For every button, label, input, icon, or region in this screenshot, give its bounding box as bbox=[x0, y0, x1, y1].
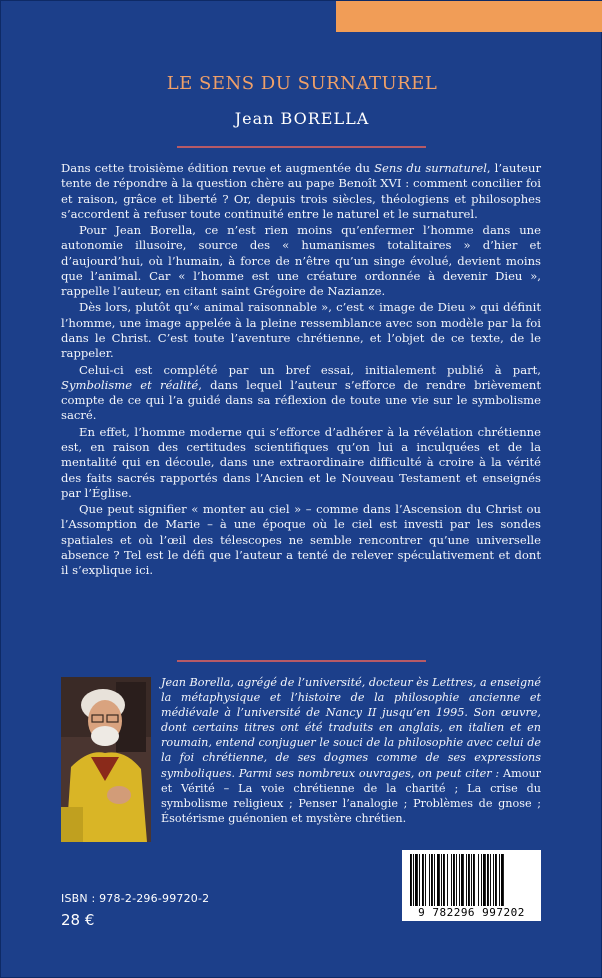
blurb-text: Pour Jean Borella, ce n’est rien moins qu’enfermer l’homme dans une autonomie illusoire, source des « humanismes totalitaires » d’hier et d’aujourd’hui, où l’humain, à force de n’être qu’un singe évolué, devient moins que l’animal. Car « l’homme est une créature ordonnée à devenir Dieu », rappelle l’auteur, en citant saint Grégoire de Nazianze. bbox=[61, 223, 541, 299]
book-title: LE SENS DU SURNATUREL bbox=[166, 73, 438, 94]
blurb-paragraph bbox=[61, 363, 541, 424]
divider-top bbox=[177, 146, 426, 148]
isbn-label: ISBN : 978-2-296-99720-2 bbox=[61, 892, 210, 905]
blurb-text: Dans cette troisième édition revue et augmentée du bbox=[61, 161, 375, 175]
barcode-bar bbox=[459, 854, 460, 906]
work-title: Symbolisme et réalité bbox=[61, 377, 199, 392]
barcode-bar bbox=[456, 854, 457, 906]
book-author: Jean BORELLA bbox=[234, 109, 370, 128]
author-photo bbox=[61, 677, 151, 842]
barcode-bar bbox=[419, 854, 420, 906]
barcode-bar bbox=[490, 854, 491, 906]
barcode-bar bbox=[468, 854, 470, 906]
barcode-bar bbox=[499, 854, 500, 906]
blurb-paragraph bbox=[61, 502, 541, 578]
author-works-list: Amour et Vérité – La voie chrétienne de la charité ; La crise du symbolisme religieux ; Penser l’analogie ; Problèmes de gnose ; Ésotérisme guénonien et mystère chrétien. bbox=[161, 766, 541, 825]
barcode-bar bbox=[453, 854, 455, 906]
barcode-bar bbox=[429, 854, 430, 906]
blurb-text: En effet, l’homme moderne qui s’efforce d’adhérer à la révélation chrétienne est, en raison des certitudes scientifiques qu’on lui a inculquées et de la mentalité qui en découle, dans une extraordinaire difficulté à croire à la vérité des faits sacrés rapportés dans l’Ancien et le Nouveau Testament et enseignés par l’Église. bbox=[61, 424, 541, 500]
barcode-bar bbox=[473, 854, 475, 906]
barcode-bar bbox=[481, 854, 482, 906]
blurb bbox=[61, 161, 541, 579]
barcode-bar bbox=[415, 854, 418, 906]
barcode-bar bbox=[437, 854, 440, 906]
barcode-bar bbox=[461, 854, 464, 906]
barcode-bar bbox=[410, 854, 412, 906]
divider-middle bbox=[177, 660, 426, 662]
accent-bar bbox=[336, 1, 602, 32]
barcode-bar bbox=[431, 854, 433, 906]
blurb-text: , l’auteur tente de répondre à la question chère au pape Benoît XVI : comment concilier foi et raison, grâce et liberté ? Or, depuis trois siècles, théologiens et philosophes s’accordent à refuser toute continuité entre le naturel et le surnaturel. bbox=[61, 161, 541, 221]
barcode-bar bbox=[471, 854, 472, 906]
blurb-paragraph bbox=[61, 300, 541, 361]
barcode-bar bbox=[443, 854, 445, 906]
author-portrait-image bbox=[61, 677, 151, 842]
blurb-text: Celui-ci est complété par un bref essai, initialement publié à part, bbox=[79, 362, 541, 377]
barcode-number: 9 782296 997202 bbox=[418, 906, 525, 919]
barcode-bar bbox=[501, 854, 504, 906]
blurb-text: Dès lors, plutôt qu’« animal raisonnable », c’est « image de Dieu » qui définit l’homme, une image appelée à la pleine ressemblance avec son modèle par la foi dans le Christ. C’est toute l’aventure chrétienne, et l’objet de ce texte, de le rappeler. bbox=[61, 300, 541, 361]
barcode-bar bbox=[434, 854, 435, 906]
barcode-bar bbox=[483, 854, 486, 906]
blurb-text: , dans lequel l’auteur s’efforce de rendre brièvement compte de ce qui l’a guidé dans sa réflexion de toute une vie sur le symbolisme sacré. bbox=[61, 377, 541, 423]
barcode-bar bbox=[422, 854, 424, 906]
barcode-bar bbox=[487, 854, 489, 906]
barcode-bar bbox=[495, 854, 497, 906]
barcode-bar bbox=[425, 854, 426, 906]
barcode-bar bbox=[466, 854, 467, 906]
barcode bbox=[402, 850, 541, 921]
work-title: Sens du surnaturel bbox=[374, 161, 487, 175]
blurb-paragraph bbox=[61, 425, 541, 501]
barcode-bar bbox=[441, 854, 442, 906]
blurb-text: Que peut signifier « monter au ciel » – comme dans l’Ascension du Christ ou l’Assomption de Marie – à une époque où le ciel est investi par les sondes spatiales et où l’œil des télescopes ne semble rencontrer qu’une universelle absence ? Tel est le défi que l’auteur a tenté de relever spéculativement et dont il s’explique ici. bbox=[61, 501, 541, 578]
barcode-bar bbox=[413, 854, 414, 906]
barcode-bar bbox=[447, 854, 448, 906]
author-bio bbox=[161, 675, 541, 826]
barcode-bars bbox=[408, 854, 535, 906]
author-bio-text: Jean Borella, agrégé de l’université, docteur ès Lettres, a enseigné la métaphysique et l’histoire de la philosophie ancienne et médiévale à l’université de Nancy II jusqu’en 1995. Son œuvre, dont certains titres ont été traduits en anglais, en italien et en roumain, entend conjuguer le souci de la philosophie avec celui de la foi chrétienne, de ses dogmes comme de ses expressions symboliques. Parmi ses nombreux ouvrages, on peut citer : bbox=[161, 676, 541, 780]
blurb-paragraph bbox=[61, 161, 541, 222]
barcode-bar bbox=[493, 854, 494, 906]
blurb-paragraph bbox=[61, 223, 541, 299]
barcode-bar bbox=[451, 854, 452, 906]
price-label: 28 € bbox=[61, 911, 95, 929]
barcode-bar bbox=[478, 854, 479, 906]
